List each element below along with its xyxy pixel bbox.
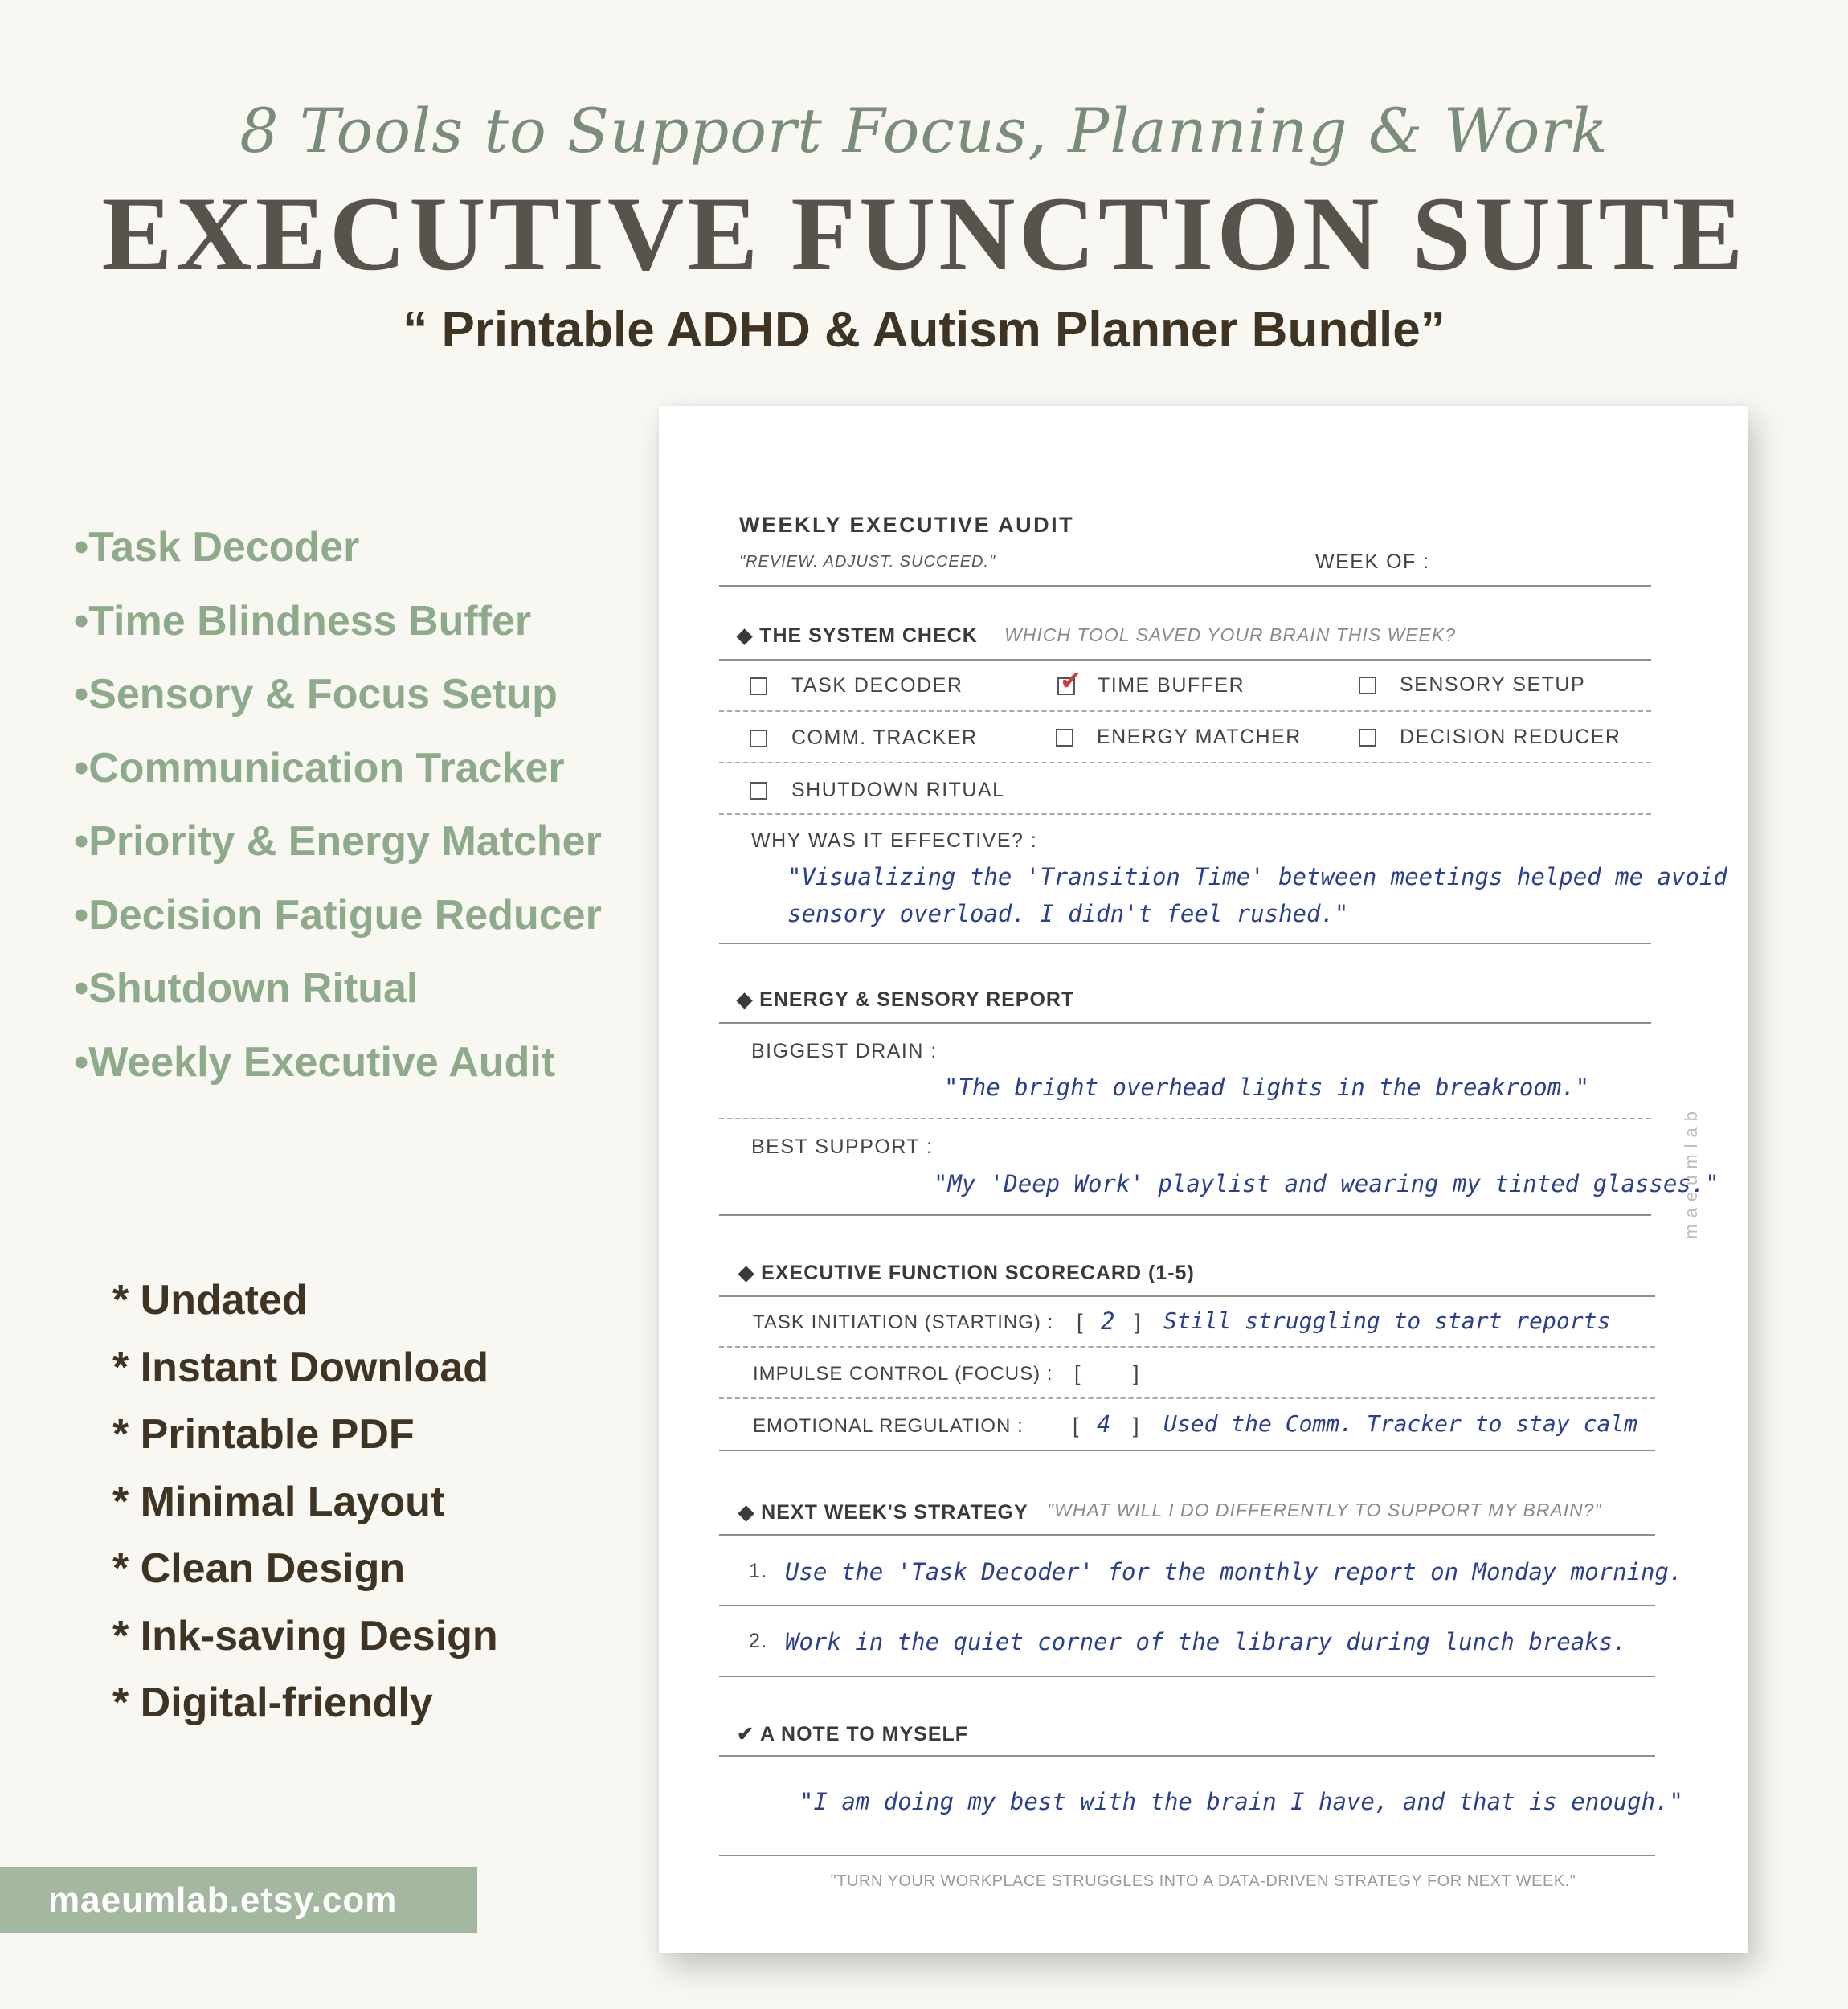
page-tagline: “ Printable ADHD & Autism Planner Bundle”	[403, 302, 1445, 358]
why-effective-line-2: sensory overload. I didn't feel rushed."	[787, 900, 1349, 927]
strategy-heading: ◆ NEXT WEEK'S STRATEGY	[738, 1501, 1028, 1524]
sheet-motto: "REVIEW. ADJUST. SUCCEED."	[739, 553, 996, 571]
score-bracket-close: ]	[1135, 1310, 1141, 1334]
page-subtitle: 8 Tools to Support Focus, Planning & Work	[239, 95, 1609, 166]
brand-vertical-text: maeumlab	[1681, 1105, 1701, 1239]
emotional-regulation-label: EMOTIONAL REGULATION :	[753, 1415, 1024, 1437]
strategy-number: 2.	[749, 1630, 768, 1652]
tool-item: •Weekly Executive Audit	[74, 1038, 556, 1086]
divider	[719, 1534, 1655, 1536]
tool-item: •Task Decoder	[74, 524, 360, 571]
divider	[719, 1118, 1651, 1119]
sensory-setup-checkbox[interactable]	[1359, 677, 1376, 694]
tool-item: •Priority & Energy Matcher	[74, 818, 602, 865]
divider	[719, 1295, 1655, 1297]
task-decoder-label: TASK DECODER	[791, 674, 963, 697]
shutdown-ritual-label: SHUTDOWN RITUAL	[791, 779, 1005, 801]
planner-sheet	[659, 406, 1748, 1953]
comm-tracker-label: COMM. TRACKER	[791, 726, 978, 749]
page-title: EXECUTIVE FUNCTION SUITE	[101, 174, 1747, 293]
feature-item: * Minimal Layout	[112, 1478, 445, 1525]
emotional-regulation-score[interactable]: 4	[1097, 1410, 1111, 1438]
biggest-drain-label: BIGGEST DRAIN :	[751, 1040, 938, 1062]
divider	[719, 1346, 1655, 1348]
decision-reducer-label: DECISION REDUCER	[1400, 726, 1621, 748]
shop-url-banner[interactable]: maeumlab.etsy.com	[0, 1867, 477, 1933]
energy-report-heading: ◆ ENERGY & SENSORY REPORT	[737, 988, 1075, 1011]
feature-item: * Clean Design	[112, 1545, 406, 1592]
strategy-number: 1.	[749, 1560, 768, 1582]
check-mark-icon: ✔	[1060, 665, 1081, 696]
note-text: "I am doing my best with the brain I have, and that is enough."	[799, 1788, 1683, 1815]
tool-item: •Decision Fatigue Reducer	[74, 891, 602, 939]
task-initiation-note: Still struggling to start reports	[1163, 1307, 1611, 1334]
score-bracket-close: ]	[1133, 1414, 1139, 1438]
score-bracket-close: ]	[1133, 1361, 1139, 1385]
features-list	[112, 1272, 498, 1742]
feature-item: * Instant Download	[112, 1344, 489, 1391]
footer-quote: "TURN YOUR WORKPLACE STRUGGLES INTO A DATA-DRIVEN STRATEGY FOR NEXT WEEK."	[830, 1872, 1576, 1890]
strategy-prompt: "WHAT WILL I DO DIFFERENTLY TO SUPPORT MY BRAIN?"	[1047, 1500, 1602, 1520]
score-bracket-open: [	[1073, 1414, 1079, 1438]
task-initiation-score[interactable]: 2	[1101, 1307, 1115, 1335]
divider	[719, 585, 1651, 587]
divider	[719, 1214, 1651, 1216]
energy-matcher-checkbox[interactable]	[1056, 729, 1073, 747]
tool-item: •Shutdown Ritual	[74, 965, 419, 1012]
task-decoder-checkbox[interactable]	[750, 677, 767, 695]
score-bracket-open: [	[1074, 1361, 1081, 1385]
divider	[719, 1450, 1655, 1451]
system-check-prompt: WHICH TOOL SAVED YOUR BRAIN THIS WEEK?	[1004, 624, 1457, 645]
tools-list	[74, 517, 602, 1105]
divider	[719, 943, 1651, 944]
best-support-value: "My 'Deep Work' playlist and wearing my tinted glasses."	[934, 1170, 1719, 1197]
divider	[719, 1605, 1655, 1606]
divider	[719, 710, 1651, 712]
divider	[719, 1855, 1655, 1856]
feature-item: * Ink-saving Design	[112, 1612, 498, 1659]
decision-reducer-checkbox[interactable]	[1359, 729, 1376, 747]
sensory-setup-label: SENSORY SETUP	[1400, 673, 1586, 696]
divider	[719, 1676, 1655, 1677]
sheet-title: WEEKLY EXECUTIVE AUDIT	[739, 513, 1075, 537]
divider	[719, 1755, 1655, 1757]
divider	[719, 1022, 1651, 1024]
best-support-label: BEST SUPPORT :	[751, 1135, 934, 1158]
energy-matcher-label: ENERGY MATCHER	[1097, 726, 1302, 748]
divider	[719, 1397, 1655, 1399]
comm-tracker-checkbox[interactable]	[750, 730, 767, 747]
impulse-control-label: IMPULSE CONTROL (FOCUS) :	[753, 1363, 1053, 1385]
tool-item: •Sensory & Focus Setup	[74, 671, 558, 718]
scorecard-heading: ◆ EXECUTIVE FUNCTION SCORECARD (1-5)	[738, 1262, 1195, 1284]
shutdown-ritual-checkbox[interactable]	[750, 782, 767, 800]
emotional-regulation-note: Used the Comm. Tracker to stay calm	[1163, 1410, 1638, 1437]
divider	[719, 813, 1651, 815]
feature-item: * Digital-friendly	[112, 1680, 433, 1726]
score-bracket-open: [	[1077, 1310, 1083, 1334]
note-heading: ✔ A NOTE TO MYSELF	[737, 1723, 969, 1745]
system-check-heading: ◆ THE SYSTEM CHECK	[737, 624, 978, 647]
why-effective-label: WHY WAS IT EFFECTIVE? :	[751, 829, 1038, 852]
feature-item: * Undated	[112, 1277, 308, 1324]
time-buffer-checkbox[interactable]	[1057, 665, 1081, 696]
tool-item: •Communication Tracker	[74, 744, 565, 792]
tool-item: •Time Blindness Buffer	[74, 597, 532, 644]
feature-item: * Printable PDF	[112, 1411, 415, 1458]
biggest-drain-value: "The bright overhead lights in the breakroom."	[944, 1074, 1590, 1101]
strategy-item-2: Work in the quiet corner of the library during lunch breaks.	[785, 1628, 1627, 1655]
divider	[719, 659, 1651, 661]
why-effective-line-1: "Visualizing the 'Transition Time' between meetings helped me avoid	[787, 863, 1727, 890]
time-buffer-label: TIME BUFFER	[1098, 674, 1245, 697]
divider	[719, 762, 1651, 763]
week-of-label: WEEK OF :	[1315, 550, 1430, 573]
strategy-item-1: Use the 'Task Decoder' for the monthly report on Monday morning.	[785, 1558, 1683, 1586]
task-initiation-label: TASK INITIATION (STARTING) :	[753, 1311, 1054, 1333]
